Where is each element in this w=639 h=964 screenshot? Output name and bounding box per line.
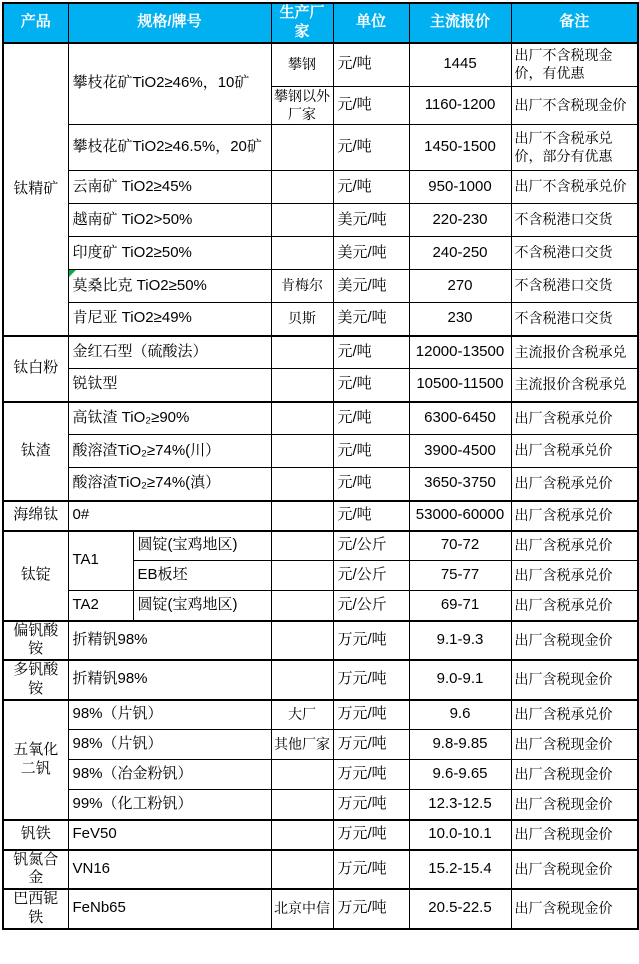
header-note: 备注 (511, 3, 638, 43)
unit-cell: 元/公斤 (333, 591, 409, 621)
comment-marker-icon (69, 270, 76, 277)
table-row (3, 591, 638, 621)
maker-cell (271, 402, 333, 435)
commodity-price-table (2, 2, 639, 930)
grade-cell: TA1 (68, 531, 133, 591)
header-price: 主流报价 (409, 3, 511, 43)
price-cell: 9.8-9.85 (409, 730, 511, 760)
maker-cell: 攀钢 (271, 43, 333, 87)
table-row (3, 760, 638, 790)
unit-cell: 元/吨 (333, 125, 409, 171)
table-row (3, 700, 638, 730)
product-cell: 钒氮合金 (3, 850, 68, 890)
unit-cell: 美元/吨 (333, 270, 409, 303)
note-cell: 出厂不含税承兑价，部分有优惠 (511, 125, 638, 171)
unit-cell: 元/吨 (333, 43, 409, 87)
maker-cell (271, 790, 333, 820)
price-cell: 6300-6450 (409, 402, 511, 435)
table-row (3, 171, 638, 204)
maker-cell (271, 621, 333, 661)
spec-cell: 折精钒98% (68, 621, 271, 661)
spec-cell: FeV50 (68, 820, 271, 850)
maker-cell: 攀钢以外厂家 (271, 87, 333, 125)
spec-cell: 攀枝花矿TiO2≥46%，10矿 (68, 43, 271, 125)
table-row (3, 621, 638, 661)
table-row (3, 468, 638, 501)
note-cell: 主流报价含税承兑 (511, 336, 638, 369)
price-cell: 3650-3750 (409, 468, 511, 501)
price-cell: 69-71 (409, 591, 511, 621)
price-cell: 1450-1500 (409, 125, 511, 171)
table-row (3, 531, 638, 561)
maker-cell (271, 820, 333, 850)
note-cell: 不含税港口交货 (511, 204, 638, 237)
unit-cell: 美元/吨 (333, 237, 409, 270)
spec-cell: 98%（冶金粉钒） (68, 760, 271, 790)
unit-cell: 元/吨 (333, 501, 409, 531)
maker-cell (271, 468, 333, 501)
spec-cell: 云南矿 TiO2≥45% (68, 171, 271, 204)
table-row (3, 850, 638, 890)
price-cell: 1160-1200 (409, 87, 511, 125)
header-product: 产品 (3, 3, 68, 43)
table-row (3, 820, 638, 850)
product-cell: 钛白粉 (3, 336, 68, 402)
note-cell: 出厂含税承兑价 (511, 468, 638, 501)
table-row (3, 303, 638, 336)
spec-cell: 越南矿 TiO2>50% (68, 204, 271, 237)
maker-cell (271, 660, 333, 700)
note-cell: 出厂含税承兑价 (511, 561, 638, 591)
maker-cell (271, 591, 333, 621)
spec-cell: 酸溶渣TiO₂≥74%(川） (68, 435, 271, 468)
note-cell: 出厂不含税承兑价 (511, 171, 638, 204)
product-cell: 海绵钛 (3, 501, 68, 531)
table-row (3, 336, 638, 369)
maker-cell (271, 369, 333, 402)
table-row (3, 369, 638, 402)
maker-cell (271, 531, 333, 561)
table-row (3, 889, 638, 929)
spec-text: 莫桑比克 TiO2≥50% (72, 276, 207, 294)
unit-cell: 万元/吨 (333, 621, 409, 661)
price-cell: 9.0-9.1 (409, 660, 511, 700)
price-cell: 70-72 (409, 531, 511, 561)
note-cell: 出厂含税承兑价 (511, 501, 638, 531)
price-cell: 9.6 (409, 700, 511, 730)
maker-cell (271, 760, 333, 790)
price-cell: 10500-11500 (409, 369, 511, 402)
table-row (3, 270, 638, 303)
grade-cell: TA2 (68, 591, 133, 621)
maker-cell (271, 501, 333, 531)
maker-cell: 北京中信 (271, 889, 333, 929)
product-cell: 钛锭 (3, 531, 68, 621)
product-cell: 巴西铌铁 (3, 889, 68, 929)
spec-cell: 高钛渣 TiO₂≥90% (68, 402, 271, 435)
note-cell: 出厂不含税现金价 (511, 87, 638, 125)
note-cell: 出厂含税现金价 (511, 760, 638, 790)
spec-cell: 印度矿 TiO2≥50% (68, 237, 271, 270)
header-maker: 生产厂家 (271, 3, 333, 43)
note-cell: 出厂含税承兑价 (511, 402, 638, 435)
price-cell: 240-250 (409, 237, 511, 270)
table-row (3, 43, 638, 87)
unit-cell: 万元/吨 (333, 730, 409, 760)
subspec-cell: EB板坯 (133, 561, 271, 591)
unit-cell: 万元/吨 (333, 660, 409, 700)
note-cell: 出厂含税现金价 (511, 660, 638, 700)
unit-cell: 元/公斤 (333, 561, 409, 591)
spec-cell: 攀枝花矿TiO2≥46.5%，20矿 (68, 125, 271, 171)
price-cell: 10.0-10.1 (409, 820, 511, 850)
unit-cell: 元/吨 (333, 336, 409, 369)
maker-cell (271, 125, 333, 171)
price-cell: 220-230 (409, 204, 511, 237)
maker-cell (271, 850, 333, 890)
table-row (3, 501, 638, 531)
unit-cell: 元/吨 (333, 468, 409, 501)
note-cell: 出厂含税现金价 (511, 850, 638, 890)
note-cell: 出厂含税承兑价 (511, 435, 638, 468)
maker-cell (271, 171, 333, 204)
maker-cell (271, 237, 333, 270)
spec-cell (68, 270, 271, 303)
note-cell: 出厂不含税现金价，有优惠 (511, 43, 638, 87)
note-cell: 不含税港口交货 (511, 270, 638, 303)
note-cell: 出厂含税现金价 (511, 889, 638, 929)
table-row (3, 237, 638, 270)
price-cell: 230 (409, 303, 511, 336)
unit-cell: 美元/吨 (333, 204, 409, 237)
unit-cell: 元/吨 (333, 171, 409, 204)
product-cell: 钛精矿 (3, 43, 68, 336)
note-cell: 不含税港口交货 (511, 237, 638, 270)
price-cell: 20.5-22.5 (409, 889, 511, 929)
note-cell: 出厂含税承兑价 (511, 591, 638, 621)
header-unit: 单位 (333, 3, 409, 43)
spec-cell: VN16 (68, 850, 271, 890)
note-cell: 不含税港口交货 (511, 303, 638, 336)
product-cell: 五氧化二钒 (3, 700, 68, 820)
header-spec: 规格/牌号 (68, 3, 271, 43)
header-row (3, 3, 638, 43)
spec-cell: 0# (68, 501, 271, 531)
unit-cell: 万元/吨 (333, 790, 409, 820)
price-cell: 3900-4500 (409, 435, 511, 468)
table-row (3, 660, 638, 700)
unit-cell: 万元/吨 (333, 850, 409, 890)
product-cell: 钒铁 (3, 820, 68, 850)
unit-cell: 元/吨 (333, 87, 409, 125)
table-row (3, 125, 638, 171)
note-cell: 出厂含税现金价 (511, 820, 638, 850)
note-cell: 出厂含税现金价 (511, 621, 638, 661)
spec-cell: 金红石型（硫酸法） (68, 336, 271, 369)
maker-cell (271, 435, 333, 468)
maker-cell (271, 561, 333, 591)
price-cell: 75-77 (409, 561, 511, 591)
unit-cell: 万元/吨 (333, 820, 409, 850)
price-cell: 12000-13500 (409, 336, 511, 369)
note-cell: 主流报价含税承兑 (511, 369, 638, 402)
unit-cell: 元/吨 (333, 369, 409, 402)
maker-cell: 肯梅尔 (271, 270, 333, 303)
price-cell: 270 (409, 270, 511, 303)
price-cell: 9.6-9.65 (409, 760, 511, 790)
maker-cell: 大厂 (271, 700, 333, 730)
table-row (3, 204, 638, 237)
unit-cell: 元/公斤 (333, 531, 409, 561)
unit-cell: 万元/吨 (333, 889, 409, 929)
price-cell: 15.2-15.4 (409, 850, 511, 890)
unit-cell: 元/吨 (333, 435, 409, 468)
note-cell: 出厂含税现金价 (511, 790, 638, 820)
note-cell: 出厂含税承兑价 (511, 700, 638, 730)
unit-cell: 美元/吨 (333, 303, 409, 336)
spec-cell: 酸溶渣TiO₂≥74%(滇） (68, 468, 271, 501)
table-row (3, 402, 638, 435)
product-cell: 多钒酸铵 (3, 660, 68, 700)
unit-cell: 元/吨 (333, 402, 409, 435)
price-cell: 12.3-12.5 (409, 790, 511, 820)
product-cell: 偏钒酸铵 (3, 621, 68, 661)
spec-cell: 肯尼亚 TiO2≥49% (68, 303, 271, 336)
subspec-cell: 圆锭(宝鸡地区) (133, 591, 271, 621)
unit-cell: 万元/吨 (333, 760, 409, 790)
note-cell: 出厂含税现金价 (511, 730, 638, 760)
spec-cell: 折精钒98% (68, 660, 271, 700)
price-cell: 950-1000 (409, 171, 511, 204)
price-cell: 1445 (409, 43, 511, 87)
spec-cell: 98%（片钒） (68, 700, 271, 730)
spec-cell: 99%（化工粉钒） (68, 790, 271, 820)
maker-cell: 其他厂家 (271, 730, 333, 760)
price-cell: 53000-60000 (409, 501, 511, 531)
table-row (3, 790, 638, 820)
maker-cell (271, 204, 333, 237)
subspec-cell: 圆锭(宝鸡地区) (133, 531, 271, 561)
table-row (3, 435, 638, 468)
maker-cell (271, 336, 333, 369)
product-cell: 钛渣 (3, 402, 68, 501)
spec-cell: 98%（片钒） (68, 730, 271, 760)
table-row (3, 730, 638, 760)
spec-cell: 锐钛型 (68, 369, 271, 402)
unit-cell: 万元/吨 (333, 700, 409, 730)
maker-cell: 贝斯 (271, 303, 333, 336)
note-cell: 出厂含税承兑价 (511, 531, 638, 561)
price-cell: 9.1-9.3 (409, 621, 511, 661)
spec-cell: FeNb65 (68, 889, 271, 929)
